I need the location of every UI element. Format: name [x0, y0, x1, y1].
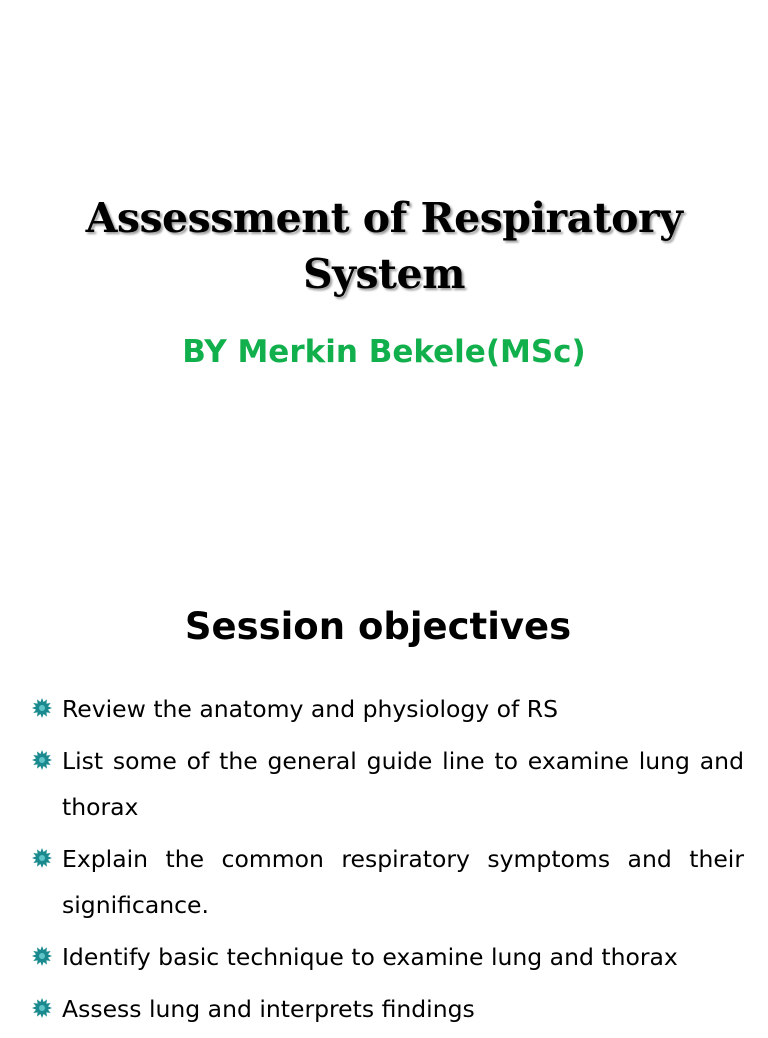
list-item [0, 986, 768, 1032]
objective-text: Assess lung and interprets findings [62, 995, 475, 1023]
objectives-slide [0, 560, 768, 1024]
list-item [0, 686, 768, 732]
starburst-bullet-icon [31, 847, 53, 869]
list-item [0, 738, 768, 830]
objective-text: List some of the general guide line to examine lung and thorax [62, 747, 744, 821]
objectives-list [0, 686, 768, 1038]
starburst-bullet-icon [31, 997, 53, 1019]
slide-title-line-1: Assessment of Respiratory [85, 194, 683, 242]
slide-title-line-2: System [303, 250, 465, 298]
objective-text: Explain the common respiratory symptoms and their significance. [62, 845, 744, 919]
author-line: BY Merkin Bekele(MSc) [182, 334, 586, 370]
objective-text: Review the anatomy and physiology of RS [62, 695, 559, 723]
starburst-bullet-icon [31, 697, 53, 719]
starburst-bullet-icon [31, 945, 53, 967]
starburst-bullet-icon [31, 749, 53, 771]
slide-title [0, 190, 768, 302]
list-item [0, 836, 768, 928]
list-item [0, 934, 768, 980]
section-heading: Session objectives [184, 605, 572, 648]
objective-text: Identify basic technique to examine lung and thorax [62, 943, 678, 971]
